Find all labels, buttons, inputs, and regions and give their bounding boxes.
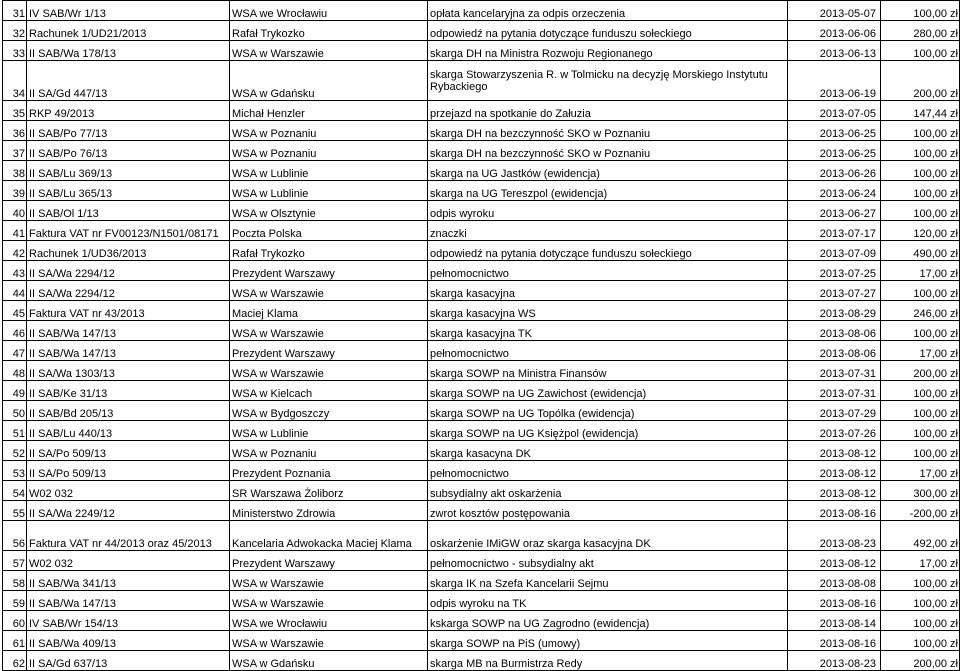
date-cell: 2013-07-09: [788, 241, 881, 261]
case-signature: II SAB/Ol 1/13: [27, 201, 230, 221]
date-cell: 2013-06-25: [788, 141, 881, 161]
date-cell: 2013-08-06: [788, 341, 881, 361]
party-name: WSA w Warszawie: [230, 571, 428, 591]
case-signature: II SA/Wa 2249/12: [27, 501, 230, 521]
party-name: Maciej Klama: [230, 301, 428, 321]
amount-cell: 100,00 zł: [881, 591, 960, 611]
case-signature: W02 032: [27, 481, 230, 501]
date-cell: 2013-08-16: [788, 631, 881, 651]
row-number: 52: [3, 441, 27, 461]
row-number: 46: [3, 321, 27, 341]
date-cell: 2013-07-27: [788, 281, 881, 301]
party-name: Prezydent Poznania: [230, 461, 428, 481]
case-signature: II SAB/Wa 178/13: [27, 41, 230, 61]
date-cell: 2013-07-25: [788, 261, 881, 281]
amount-cell: 100,00 zł: [881, 401, 960, 421]
table-row: [3, 521, 960, 551]
row-number: 37: [3, 141, 27, 161]
party-name: Prezydent Warszawy: [230, 341, 428, 361]
table-row: [3, 101, 960, 121]
description: odpis wyroku na TK: [428, 591, 788, 611]
table-row: [3, 501, 960, 521]
date-cell: 2013-07-31: [788, 381, 881, 401]
row-number: 41: [3, 221, 27, 241]
date-cell: 2013-08-14: [788, 611, 881, 631]
description: pełnomocnictwo: [428, 341, 788, 361]
description: skarga SOWP na UG Topólka (ewidencja): [428, 401, 788, 421]
date-cell: 2013-08-12: [788, 441, 881, 461]
date-cell: 2013-08-16: [788, 591, 881, 611]
amount-cell: 100,00 zł: [881, 41, 960, 61]
table-row: [3, 141, 960, 161]
row-number: 54: [3, 481, 27, 501]
amount-cell: 100,00 zł: [881, 161, 960, 181]
date-cell: 2013-08-08: [788, 571, 881, 591]
date-cell: 2013-06-13: [788, 41, 881, 61]
row-number: 31: [3, 1, 27, 21]
table-row: [3, 181, 960, 201]
case-signature: II SAB/Bd 205/13: [27, 401, 230, 421]
amount-cell: 100,00 zł: [881, 571, 960, 591]
table-row: [3, 651, 960, 671]
table-row: [3, 321, 960, 341]
row-number: 36: [3, 121, 27, 141]
case-signature: II SA/Gd 637/13: [27, 651, 230, 671]
description: odpowiedź na pytania dotyczące funduszu sołeckiego: [428, 21, 788, 41]
party-name: WSA w Gdańsku: [230, 651, 428, 671]
description: skarga SOWP na UG Zawichost (ewidencja): [428, 381, 788, 401]
table-row: [3, 201, 960, 221]
amount-cell: 490,00 zł: [881, 241, 960, 261]
table-row: [3, 21, 960, 41]
amount-cell: 100,00 zł: [881, 181, 960, 201]
party-name: WSA w Lublinie: [230, 421, 428, 441]
description: oskarżenie IMiGW oraz skarga kasacyjna DK: [428, 521, 788, 551]
description: przejazd na spotkanie do Załuzia: [428, 101, 788, 121]
party-name: WSA w Poznaniu: [230, 441, 428, 461]
expenses-table-body: [3, 1, 960, 671]
date-cell: 2013-06-06: [788, 21, 881, 41]
row-number: 32: [3, 21, 27, 41]
date-cell: 2013-06-27: [788, 201, 881, 221]
party-name: WSA we Wrocławiu: [230, 1, 428, 21]
amount-cell: 17,00 zł: [881, 341, 960, 361]
amount-cell: 17,00 zł: [881, 261, 960, 281]
party-name: WSA w Warszawie: [230, 631, 428, 651]
description: odpis wyroku: [428, 201, 788, 221]
description: skarga DH na bezczynność SKO w Poznaniu: [428, 121, 788, 141]
party-name: Michał Henzler: [230, 101, 428, 121]
table-row: [3, 1, 960, 21]
party-name: SR Warszawa Żoliborz: [230, 481, 428, 501]
table-row: [3, 261, 960, 281]
date-cell: 2013-07-05: [788, 101, 881, 121]
row-number: 45: [3, 301, 27, 321]
description: pełnomocnictwo: [428, 461, 788, 481]
table-row: [3, 551, 960, 571]
date-cell: 2013-08-23: [788, 521, 881, 551]
expenses-table: [2, 0, 960, 671]
party-name: Prezydent Warszawy: [230, 551, 428, 571]
table-row: [3, 591, 960, 611]
amount-cell: 100,00 zł: [881, 631, 960, 651]
case-signature: IV SAB/Wr 1/13: [27, 1, 230, 21]
case-signature: II SA/Wa 1303/13: [27, 361, 230, 381]
party-name: Prezydent Warszawy: [230, 261, 428, 281]
case-signature: II SAB/Wa 147/13: [27, 341, 230, 361]
description: odpowiedź na pytania dotyczące funduszu sołeckiego: [428, 241, 788, 261]
party-name: WSA w Poznaniu: [230, 121, 428, 141]
description: skarga SOWP na UG Księżpol (ewidencja): [428, 421, 788, 441]
amount-cell: 100,00 zł: [881, 611, 960, 631]
description: skarga na UG Jastków (ewidencja): [428, 161, 788, 181]
amount-cell: 200,00 zł: [881, 61, 960, 101]
row-number: 60: [3, 611, 27, 631]
description: zwrot kosztów postępowania: [428, 501, 788, 521]
row-number: 44: [3, 281, 27, 301]
table-row: [3, 461, 960, 481]
row-number: 43: [3, 261, 27, 281]
amount-cell: 100,00 zł: [881, 141, 960, 161]
amount-cell: 200,00 zł: [881, 651, 960, 671]
row-number: 50: [3, 401, 27, 421]
description: kskarga SOWP na UG Zagrodno (ewidencja): [428, 611, 788, 631]
amount-cell: 246,00 zł: [881, 301, 960, 321]
amount-cell: 100,00 zł: [881, 381, 960, 401]
case-signature: Faktura VAT nr FV00123/N1501/08171: [27, 221, 230, 241]
row-number: 34: [3, 61, 27, 101]
party-name: WSA we Wrocławiu: [230, 611, 428, 631]
party-name: Rafał Trykozko: [230, 241, 428, 261]
row-number: 33: [3, 41, 27, 61]
party-name: Poczta Polska: [230, 221, 428, 241]
case-signature: II SAB/Lu 369/13: [27, 161, 230, 181]
description: skarga SOWP na PiS (umowy): [428, 631, 788, 651]
description: skarga IK na Szefa Kancelarii Sejmu: [428, 571, 788, 591]
amount-cell: 100,00 zł: [881, 441, 960, 461]
case-signature: Rachunek 1/UD21/2013: [27, 21, 230, 41]
amount-cell: 100,00 zł: [881, 421, 960, 441]
case-signature: II SA/Po 509/13: [27, 461, 230, 481]
date-cell: 2013-08-23: [788, 651, 881, 671]
row-number: 40: [3, 201, 27, 221]
table-row: [3, 341, 960, 361]
description: opłata kancelaryjna za odpis orzeczenia: [428, 1, 788, 21]
description: pełnomocnictwo: [428, 261, 788, 281]
table-row: [3, 281, 960, 301]
amount-cell: 100,00 zł: [881, 321, 960, 341]
party-name: WSA w Lublinie: [230, 161, 428, 181]
case-signature: Faktura VAT nr 44/2013 oraz 45/2013: [27, 521, 230, 551]
description: pełnomocnictwo - subsydialny akt: [428, 551, 788, 571]
date-cell: 2013-05-07: [788, 1, 881, 21]
description: skarga MB na Burmistrza Redy: [428, 651, 788, 671]
row-number: 53: [3, 461, 27, 481]
amount-cell: 492,00 zł: [881, 521, 960, 551]
description: skarga kasacyjna: [428, 281, 788, 301]
case-signature: II SAB/Lu 440/13: [27, 421, 230, 441]
amount-cell: 280,00 zł: [881, 21, 960, 41]
date-cell: 2013-07-26: [788, 421, 881, 441]
amount-cell: 300,00 zł: [881, 481, 960, 501]
date-cell: 2013-08-12: [788, 551, 881, 571]
party-name: Ministerstwo Zdrowia: [230, 501, 428, 521]
date-cell: 2013-08-29: [788, 301, 881, 321]
case-signature: IV SAB/Wr 154/13: [27, 611, 230, 631]
case-signature: II SA/Wa 2294/12: [27, 281, 230, 301]
case-signature: II SAB/Wa 409/13: [27, 631, 230, 651]
date-cell: 2013-06-19: [788, 61, 881, 101]
date-cell: 2013-08-12: [788, 481, 881, 501]
amount-cell: 17,00 zł: [881, 551, 960, 571]
description: skarga DH na Ministra Rozwoju Regionanego: [428, 41, 788, 61]
case-signature: II SAB/Wa 341/13: [27, 571, 230, 591]
date-cell: 2013-07-31: [788, 361, 881, 381]
case-signature: II SA/Wa 2294/12: [27, 261, 230, 281]
case-signature: II SAB/Wa 147/13: [27, 591, 230, 611]
party-name: Kancelaria Adwokacka Maciej Klama: [230, 521, 428, 551]
amount-cell: 147,44 zł: [881, 101, 960, 121]
description: skarga kasacyna DK: [428, 441, 788, 461]
case-signature: II SAB/Wa 147/13: [27, 321, 230, 341]
party-name: WSA w Warszawie: [230, 321, 428, 341]
row-number: 55: [3, 501, 27, 521]
case-signature: W02 032: [27, 551, 230, 571]
description: znaczki: [428, 221, 788, 241]
case-signature: II SAB/Ke 31/13: [27, 381, 230, 401]
case-signature: Rachunek 1/UD36/2013: [27, 241, 230, 261]
row-number: 38: [3, 161, 27, 181]
description: skarga Stowarzyszenia R. w Tolmicku na decyzję Morskiego Instytutu Rybackiego: [428, 61, 788, 101]
table-row: [3, 61, 960, 101]
table-row: [3, 41, 960, 61]
date-cell: 2013-06-24: [788, 181, 881, 201]
date-cell: 2013-08-12: [788, 461, 881, 481]
table-row: [3, 631, 960, 651]
row-number: 49: [3, 381, 27, 401]
table-row: [3, 221, 960, 241]
date-cell: 2013-08-16: [788, 501, 881, 521]
party-name: WSA w Warszawie: [230, 591, 428, 611]
table-row: [3, 161, 960, 181]
row-number: 35: [3, 101, 27, 121]
case-signature: II SAB/Po 76/13: [27, 141, 230, 161]
date-cell: 2013-07-17: [788, 221, 881, 241]
case-signature: Faktura VAT nr 43/2013: [27, 301, 230, 321]
description: skarga na UG Tereszpol (ewidencja): [428, 181, 788, 201]
table-row: [3, 441, 960, 461]
row-number: 61: [3, 631, 27, 651]
date-cell: 2013-07-29: [788, 401, 881, 421]
party-name: WSA w Warszawie: [230, 361, 428, 381]
amount-cell: 100,00 zł: [881, 201, 960, 221]
row-number: 48: [3, 361, 27, 381]
description: skarga kasacyjna TK: [428, 321, 788, 341]
row-number: 51: [3, 421, 27, 441]
amount-cell: 100,00 zł: [881, 281, 960, 301]
date-cell: 2013-06-25: [788, 121, 881, 141]
case-signature: II SA/Gd 447/13: [27, 61, 230, 101]
table-row: [3, 481, 960, 501]
party-name: WSA w Kielcach: [230, 381, 428, 401]
description: subsydialny akt oskarżenia: [428, 481, 788, 501]
party-name: WSA w Olsztynie: [230, 201, 428, 221]
table-row: [3, 121, 960, 141]
table-row: [3, 571, 960, 591]
party-name: WSA w Lublinie: [230, 181, 428, 201]
row-number: 39: [3, 181, 27, 201]
row-number: 47: [3, 341, 27, 361]
amount-cell: 200,00 zł: [881, 361, 960, 381]
row-number: 62: [3, 651, 27, 671]
date-cell: 2013-06-26: [788, 161, 881, 181]
table-row: [3, 241, 960, 261]
case-signature: RKP 49/2013: [27, 101, 230, 121]
case-signature: II SA/Po 509/13: [27, 441, 230, 461]
row-number: 56: [3, 521, 27, 551]
amount-cell: 100,00 zł: [881, 1, 960, 21]
amount-cell: 17,00 zł: [881, 461, 960, 481]
row-number: 57: [3, 551, 27, 571]
party-name: WSA w Bydgoszczy: [230, 401, 428, 421]
party-name: WSA w Warszawie: [230, 41, 428, 61]
table-row: [3, 401, 960, 421]
description: skarga kasacyjna WS: [428, 301, 788, 321]
table-row: [3, 361, 960, 381]
party-name: WSA w Warszawie: [230, 281, 428, 301]
party-name: WSA w Poznaniu: [230, 141, 428, 161]
amount-cell: 100,00 zł: [881, 121, 960, 141]
date-cell: 2013-08-06: [788, 321, 881, 341]
row-number: 42: [3, 241, 27, 261]
row-number: 58: [3, 571, 27, 591]
table-row: [3, 301, 960, 321]
table-row: [3, 611, 960, 631]
description: skarga DH na bezczynność SKO w Poznaniu: [428, 141, 788, 161]
row-number: 59: [3, 591, 27, 611]
case-signature: II SAB/Lu 365/13: [27, 181, 230, 201]
description: skarga SOWP na Ministra Finansów: [428, 361, 788, 381]
table-row: [3, 381, 960, 401]
party-name: Rafał Trykozko: [230, 21, 428, 41]
table-row: [3, 421, 960, 441]
amount-cell: -200,00 zł: [881, 501, 960, 521]
case-signature: II SAB/Po 77/13: [27, 121, 230, 141]
party-name: WSA w Gdańsku: [230, 61, 428, 101]
amount-cell: 120,00 zł: [881, 221, 960, 241]
